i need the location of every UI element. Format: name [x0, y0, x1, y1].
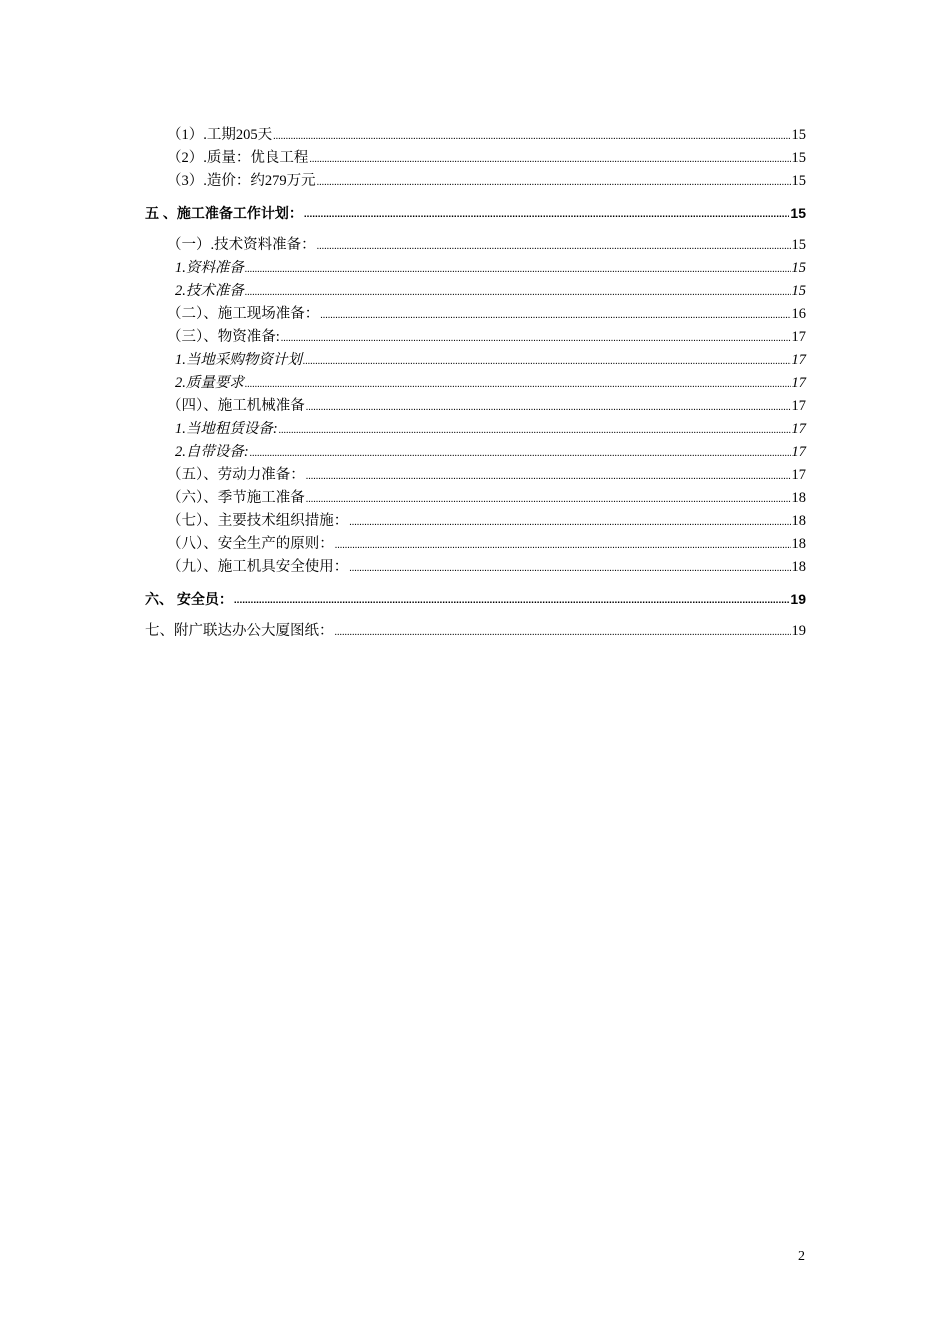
dot-leader	[245, 377, 791, 395]
toc-entry[interactable]	[145, 395, 806, 418]
toc-entry-label: （七）、主要技术组织措施：	[167, 513, 349, 529]
toc-entry[interactable]	[145, 303, 806, 326]
toc-entry-label: （四）、施工机械准备	[167, 398, 305, 414]
toc-entry-label: （八）、安全生产的原则：	[167, 536, 334, 552]
dot-leader	[281, 331, 791, 349]
dot-leader	[304, 207, 790, 225]
toc-entry[interactable]	[145, 556, 806, 579]
toc-entry-label: 五 、施工准备工作计划：	[145, 205, 303, 221]
toc-subentry[interactable]	[145, 349, 806, 372]
toc-entry-page: 15	[791, 260, 806, 276]
toc-entry[interactable]	[145, 510, 806, 533]
toc-entry-label: （六）、季节施工准备	[167, 490, 305, 506]
toc-entry-label: 2.技术准备	[175, 283, 244, 299]
toc-entry-label: （一）.技术资料准备：	[167, 237, 316, 253]
toc-entry-page: 18	[791, 536, 806, 552]
toc-entry-page: 17	[791, 444, 806, 460]
toc-section-entry[interactable]	[145, 588, 806, 611]
dot-leader	[335, 625, 791, 643]
dot-leader	[317, 175, 791, 193]
toc-entry-page: 18	[791, 490, 806, 506]
dot-leader	[245, 262, 791, 280]
toc-entry-label: 2.自带设备:	[175, 444, 249, 460]
toc-entry-page: 16	[791, 306, 806, 322]
toc-entry-page: 17	[791, 398, 806, 414]
toc-subentry[interactable]	[145, 257, 806, 280]
toc-entry-label: （三）、物资准备:	[167, 329, 280, 345]
dot-leader	[306, 492, 791, 510]
toc-subentry[interactable]	[145, 372, 806, 395]
toc-entry-page: 19	[790, 591, 806, 607]
toc-entry-page: 15	[791, 237, 806, 253]
page-number: 2	[798, 1249, 805, 1264]
dot-leader	[309, 152, 790, 170]
dot-leader	[320, 308, 790, 326]
toc-entry[interactable]	[145, 234, 806, 257]
toc-entry-label: 1.资料准备	[175, 260, 244, 276]
dot-leader	[279, 423, 791, 441]
toc-subentry[interactable]	[145, 441, 806, 464]
toc-entry[interactable]	[145, 170, 806, 193]
toc-section-entry[interactable]	[145, 202, 806, 225]
toc-entry-page: 17	[791, 421, 806, 437]
dot-leader	[245, 285, 791, 303]
toc-subentry[interactable]	[145, 280, 806, 303]
toc-entry[interactable]	[145, 533, 806, 556]
toc-section-entry[interactable]	[145, 620, 806, 643]
toc-entry-page: 15	[791, 150, 806, 166]
dot-leader	[303, 354, 791, 372]
dot-leader	[349, 515, 790, 533]
toc-entry-page: 15	[790, 205, 806, 221]
toc-entry-page: 17	[791, 352, 806, 368]
dot-leader	[317, 239, 791, 257]
dot-leader	[250, 446, 791, 464]
toc-entry-label: （3）.造价：约279万元	[167, 173, 316, 189]
dot-leader	[234, 593, 790, 611]
toc-entry-page: 17	[791, 329, 806, 345]
toc-entry[interactable]	[145, 464, 806, 487]
toc-entry-label: 1.当地租赁设备:	[175, 421, 278, 437]
dot-leader	[335, 538, 791, 556]
table-of-contents	[145, 124, 806, 643]
toc-entry-page: 18	[791, 513, 806, 529]
toc-subentry[interactable]	[145, 418, 806, 441]
toc-entry[interactable]	[145, 487, 806, 510]
toc-entry-page: 18	[791, 559, 806, 575]
toc-entry-label: （2）.质量：优良工程	[167, 150, 309, 166]
dot-leader	[273, 129, 790, 147]
dot-leader	[306, 469, 791, 487]
toc-entry-page: 15	[791, 173, 806, 189]
toc-entry-label: 2.质量要求	[175, 375, 244, 391]
toc-entry-label: （二）、施工现场准备：	[167, 306, 320, 322]
toc-entry-page: 15	[791, 283, 806, 299]
toc-entry[interactable]	[145, 326, 806, 349]
toc-entry-label: （九）、施工机具安全使用：	[167, 559, 349, 575]
toc-entry-page: 17	[791, 467, 806, 483]
toc-entry-label: （1）.工期205天	[167, 127, 273, 143]
toc-entry-page: 17	[791, 375, 806, 391]
toc-entry[interactable]	[145, 147, 806, 170]
toc-entry-page: 19	[791, 623, 806, 639]
toc-entry[interactable]	[145, 124, 806, 147]
toc-entry-label: 七、附广联达办公大厦图纸：	[145, 623, 334, 639]
dot-leader	[306, 400, 791, 418]
dot-leader	[349, 561, 790, 579]
toc-entry-label: （五）、劳动力准备：	[167, 467, 305, 483]
toc-entry-label: 1.当地采购物资计划	[175, 352, 302, 368]
toc-entry-label: 六、 安全员：	[145, 591, 233, 607]
toc-entry-page: 15	[791, 127, 806, 143]
